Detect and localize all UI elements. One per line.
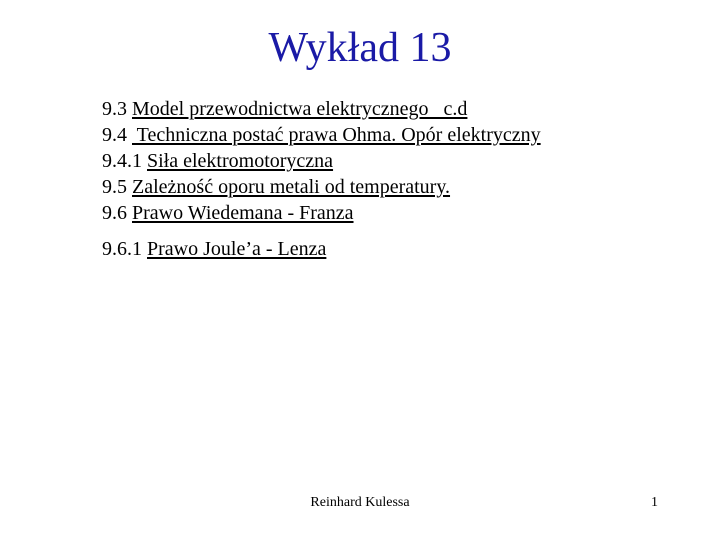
toc-item-number: 9.3 — [102, 98, 132, 120]
toc-item — [102, 148, 541, 174]
toc-item — [102, 96, 541, 122]
footer-author: Reinhard Kulessa — [310, 495, 410, 510]
toc-item-number: 9.4 — [102, 124, 132, 146]
toc-link-prawo-joulea-lenza[interactable]: Prawo Joule’a - Lenza — [147, 238, 327, 260]
toc-item — [102, 174, 541, 200]
toc-item-number: 9.6 — [102, 202, 132, 224]
toc-link-prawo-wiedemana-franza[interactable]: Prawo Wiedemana - Franza — [132, 202, 354, 224]
toc-item-number: 9.6.1 — [102, 238, 147, 260]
toc-link-techniczna-postac[interactable]: Techniczna postać prawa Ohma. Opór elektryczny — [132, 124, 541, 146]
toc-link-sila-elektromotoryczna[interactable]: Siła elektromotoryczna — [147, 150, 334, 172]
toc-item — [102, 200, 541, 226]
toc-item-number: 9.4.1 — [102, 150, 147, 172]
toc-item — [102, 122, 541, 148]
table-of-contents — [102, 96, 541, 262]
toc-link-model-przewodnictwa[interactable]: Model przewodnictwa elektrycznego c.d — [132, 98, 468, 120]
slide-title: Wykład 13 — [268, 25, 452, 71]
toc-item — [102, 236, 541, 262]
toc-link-zaleznosc-oporu[interactable]: Zależność oporu metali od temperatury. — [132, 176, 451, 198]
page-number: 1 — [651, 495, 658, 510]
toc-item-number: 9.5 — [102, 176, 132, 198]
